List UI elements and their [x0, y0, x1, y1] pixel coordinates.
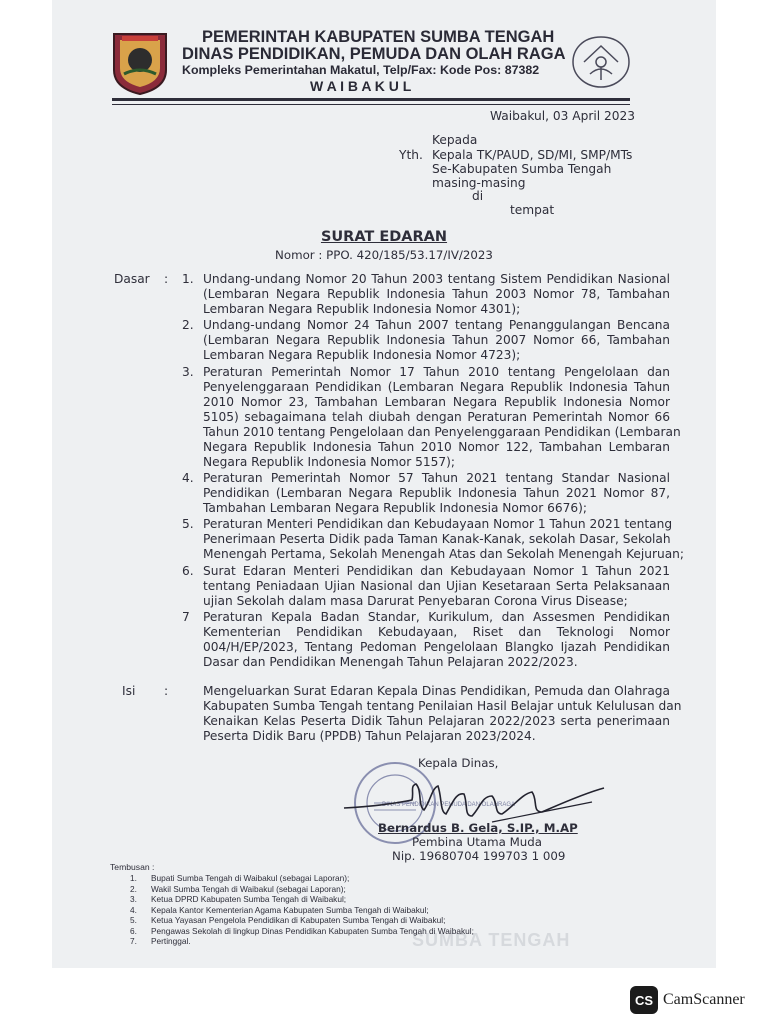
- tembusan-item-text: Pengawas Sekolah di lingkup Dinas Pendidikan Kabupaten Sumba Tengah di Waibakul;: [151, 925, 474, 936]
- address-di: di: [472, 189, 484, 203]
- camscanner-logo-icon: CS: [630, 986, 658, 1014]
- tembusan-item-text: Wakil Sumba Tengah di Waibakul (sebagai Laporan);: [151, 883, 346, 894]
- dasar-item-line: Dasar dan Pendidikan Menengah Tahun Pelajaran 2022/2023.: [203, 654, 578, 669]
- regency-emblem-icon: [110, 30, 170, 96]
- dasar-item-number: 2.: [182, 318, 194, 333]
- dasar-item-number: 3.: [182, 364, 194, 379]
- letterhead-department: DINAS PENDIDIKAN, PEMUDA DAN OLAH RAGA: [182, 45, 566, 63]
- camscanner-name: CamScanner: [663, 991, 745, 1008]
- dasar-item-line: Lembaran Negara Republik Indonesia Nomor 4723);: [203, 348, 521, 363]
- dasar-item-line: Undang-undang Nomor 20 Tahun 2003 tentang Sistem Pendidikan Nasional: [203, 272, 670, 286]
- signatory-rank: Pembina Utama Muda: [412, 835, 542, 849]
- letterhead-government: PEMERINTAH KABUPATEN SUMBA TENGAH: [202, 28, 555, 46]
- isi-line: Mengeluarkan Surat Edaran Kepala Dinas Pendidikan, Pemuda dan Olahraga: [203, 684, 670, 698]
- tembusan-item-number: 3.: [130, 894, 137, 904]
- dasar-item-line: Penerimaan Peserta Didik pada Taman Kanak-Kanak, sekolah Dasar, Sekolah: [203, 532, 671, 547]
- dasar-item-line: Peraturan Kepala Badan Standar, Kurikulum, dan Assesmen Pendidikan: [203, 609, 670, 624]
- dasar-item-line: Negara Republik Indonesia Nomor 5157);: [203, 454, 455, 469]
- dasar-item-number: 4.: [182, 470, 194, 485]
- letter-date: Waibakul, 03 April 2023: [490, 109, 635, 123]
- dasar-item-line: (Lembaran Negara Republik Indonesia Tahun 2003 Nomor 78, Tambahan: [203, 287, 670, 301]
- dasar-item-line: Negara Republik Indonesia Tahun 2010 Nomor 122, Tambahan Lembaran: [203, 439, 670, 454]
- dasar-item-number: 6.: [182, 563, 194, 578]
- dasar-item-line: Peraturan Pemerintah Nomor 57 Tahun 2021 tentang Standar Nasional: [203, 470, 670, 485]
- tembusan-item-text: Pertinggal.: [151, 936, 191, 946]
- dasar-item-line: tentang Peniadaan Ujian Nasional dan Ujian Kesetaraan Serta Pelaksanaan: [203, 578, 670, 593]
- tembusan-item-number: 6.: [130, 925, 137, 936]
- signature-title: Kepala Dinas,: [418, 756, 499, 770]
- address-recipient: Kepala TK/PAUD, SD/MI, SMP/MTs: [432, 148, 633, 162]
- tembusan-item-text: Bupati Sumba Tengah di Waibakul (sebagai Laporan);: [151, 873, 350, 883]
- dasar-item-line: Menengah Pertama, Sekolah Menengah Atas dan Sekolah Menengah Kejuruan;: [203, 547, 685, 562]
- tembusan-item-number: 4.: [130, 904, 137, 915]
- dasar-item-line: Pendidikan (Lembaran Negara Republik Indonesia Tahun 2021 Nomor 87,: [203, 485, 670, 500]
- letterhead-rule-thin: [112, 104, 630, 105]
- dasar-item-line: Tambahan Lembaran Negara Republik Indonesia Nomor 6676);: [203, 500, 587, 515]
- dasar-item-line: Kementerian Pendidikan Kebudayaan, Riset dan Teknologi Nomor: [203, 624, 670, 639]
- letterhead-rule-thick: [112, 98, 630, 101]
- stamp-text: DINAS PENDIDIKAN PEMUDA DAN OLAHRAGA: [382, 802, 516, 808]
- tembusan-item-number: 2.: [130, 883, 137, 894]
- dasar-item-line: Lembaran Negara Republik Indonesia Nomor 4301);: [203, 302, 521, 316]
- tembusan-item-text: Kepala Kantor Kementerian Agama Kabupaten Sumba Tengah di Waibakul;: [151, 904, 429, 915]
- dasar-item-line: Tahun 2010 tentang Pengelolaan dan Penyelenggaraan Pendidikan (Lembaran: [203, 424, 681, 439]
- dasar-colon: :: [164, 272, 169, 286]
- dasar-item-line: 2010 Nomor 23, Tambahan Lembaran Negara Republik Indonesia Nomor: [203, 394, 670, 409]
- dasar-item-number: 5.: [182, 517, 194, 532]
- dasar-item-line: Peraturan Pemerintah Nomor 17 Tahun 2010 tentang Pengelolaan dan: [203, 364, 670, 379]
- dasar-item-number: 1.: [182, 272, 194, 286]
- isi-colon: :: [164, 684, 169, 698]
- isi-line: Kenaikan Kelas Peserta Didik Tahun Pelajaran 2022/2023 serta penerimaan: [203, 714, 670, 728]
- tembusan-item-number: 5.: [130, 915, 137, 925]
- tut-wuri-handayani-icon: [570, 34, 632, 90]
- address-region: Se-Kabupaten Sumba Tengah: [432, 162, 612, 176]
- letter-page: [52, 0, 716, 968]
- dasar-item-line: 5105) sebagaimana telah diubah dengan Peraturan Pemerintah Nomor 66: [203, 409, 670, 424]
- camscanner-badge: [630, 986, 745, 1014]
- dasar-item-line: Undang-undang Nomor 24 Tahun 2007 tentang Penanggulangan Bencana: [203, 318, 670, 333]
- dasar-item-line: Penyelenggaraan Pendidikan (Lembaran Negara Republik Indonesia Tahun: [203, 379, 670, 394]
- address-place: tempat: [510, 203, 555, 217]
- dasar-label: Dasar: [114, 272, 150, 286]
- dasar-item-line: Surat Edaran Menteri Pendidikan dan Kebudayaan Nomor 1 Tahun 2021: [203, 563, 670, 578]
- address-yth: Yth.: [399, 148, 423, 162]
- watermark-text: SUMBA TENGAH: [412, 930, 571, 950]
- isi-line: Peserta Didik Baru (PPDB) Tahun Pelajaran 2023/2024.: [203, 729, 536, 743]
- letterhead-address: Kompleks Pemerintahan Makatul, Telp/Fax: Kode Pos: 87382: [182, 63, 540, 77]
- letterhead-city: W A I B A K U L: [310, 78, 412, 94]
- letter-title: SURAT EDARAN: [320, 229, 448, 245]
- tembusan-item-number: 1.: [130, 873, 137, 883]
- tembusan-item-text: Ketua Yayasan Pengelola Pendidikan di Kabupaten Sumba Tengah di Waibakul;: [151, 915, 446, 925]
- signatory-nip: Nip. 19680704 199703 1 009: [392, 849, 566, 863]
- dasar-item-line: Peraturan Menteri Pendidikan dan Kebudayaan Nomor 1 Tahun 2021 tentang: [203, 517, 673, 532]
- address-to: Kepada: [432, 133, 478, 147]
- dasar-item-line: ujian Sekolah dalam masa Darurat Penyebaran Corona Virus Disease;: [203, 593, 628, 608]
- tembusan-item-text: Ketua DPRD Kabupaten Sumba Tengah di Waibakul;: [151, 894, 347, 904]
- tembusan-item-number: 7.: [130, 936, 137, 946]
- letter-number: Nomor : PPO. 420/185/53.17/IV/2023: [275, 248, 493, 262]
- address-each: masing-masing: [432, 176, 526, 190]
- dasar-item-line: 004/H/EP/2023, Tentang Pedoman Pengelolaan Blangko Ijazah Pendidikan: [203, 639, 670, 654]
- isi-label: Isi: [122, 684, 136, 698]
- signatory-name: Bernardus B. Gela, S.IP., M.AP: [378, 821, 578, 835]
- tembusan-label: Tembusan :: [110, 862, 155, 872]
- isi-line: Kabupaten Sumba Tengah tentang Penilaian Hasil Belajar untuk Kelulusan dan: [203, 699, 682, 713]
- dasar-item-line: (Lembaran Negara Republik Indonesia Tahun 2007 Nomor 66, Tambahan: [203, 333, 670, 348]
- dasar-item-number: 7: [182, 609, 190, 624]
